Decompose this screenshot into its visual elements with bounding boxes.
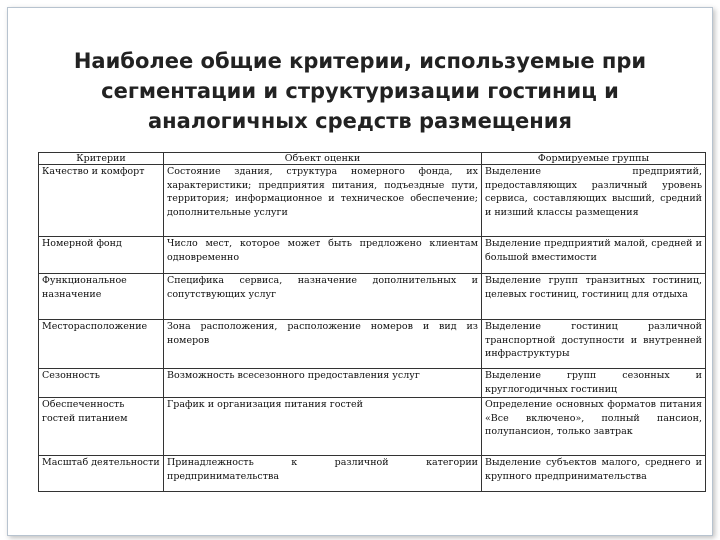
object-cell: Число мест, которое может быть предложено клиентам одновременно bbox=[164, 237, 482, 274]
table-row bbox=[39, 456, 706, 492]
groups-cell: Выделение групп транзитных гостиниц, целевых гостиниц, гостиниц для отдыха bbox=[482, 274, 706, 320]
groups-cell: Выделение групп сезонных и круглогодичных гостиниц bbox=[482, 369, 706, 398]
groups-cell: Выделение субъектов малого, среднего и крупного предпринимательства bbox=[482, 456, 706, 492]
criteria-cell: Масштаб деятельности bbox=[39, 456, 164, 492]
header-groups: Формируемые группы bbox=[482, 153, 706, 165]
table-header-row bbox=[39, 153, 706, 165]
header-criteria: Критерии bbox=[39, 153, 164, 165]
object-cell: Возможность всесезонного предоставления услуг bbox=[164, 369, 482, 398]
groups-cell: Определение основных форматов питания «Все включено», полный пансион, полупансион, только завтрак bbox=[482, 398, 706, 456]
object-cell: Специфика сервиса, назначение дополнительных и сопутствующих услуг bbox=[164, 274, 482, 320]
groups-cell: Выделение предприятий, предоставляющих различный уровень сервиса, составляющих высший, средний и низший классы размещения bbox=[482, 165, 706, 237]
object-cell: Состояние здания, структура номерного фонда, их характеристики; предприятия питания, подъездные пути, территория; информационное и техническое обеспечение; дополнительные услуги bbox=[164, 165, 482, 237]
criteria-cell: Качество и комфорт bbox=[39, 165, 164, 237]
object-cell: График и организация питания гостей bbox=[164, 398, 482, 456]
criteria-table bbox=[38, 152, 706, 492]
table-row bbox=[39, 165, 706, 237]
groups-cell: Выделение гостиниц различной транспортной доступности и внутренней инфраструктуры bbox=[482, 320, 706, 369]
criteria-cell: Номерной фонд bbox=[39, 237, 164, 274]
table-row bbox=[39, 237, 706, 274]
object-cell: Принадлежность к различной категории предпринимательства bbox=[164, 456, 482, 492]
criteria-cell: Сезонность bbox=[39, 369, 164, 398]
table-row bbox=[39, 369, 706, 398]
criteria-cell: Функциональное назначение bbox=[39, 274, 164, 320]
object-cell: Зона расположения, расположение номеров и вид из номеров bbox=[164, 320, 482, 369]
table-row bbox=[39, 274, 706, 320]
table-row bbox=[39, 320, 706, 369]
header-object: Объект оценки bbox=[164, 153, 482, 165]
criteria-cell: Месторасположение bbox=[39, 320, 164, 369]
criteria-cell: Обеспеченность гостей питанием bbox=[39, 398, 164, 456]
groups-cell: Выделение предприятий малой, средней и большой вместимости bbox=[482, 237, 706, 274]
slide-title: Наиболее общие критерии, используемые при сегментации и структуризации гостиниц и аналогичных средств размещения bbox=[73, 49, 647, 133]
table-row bbox=[39, 398, 706, 456]
